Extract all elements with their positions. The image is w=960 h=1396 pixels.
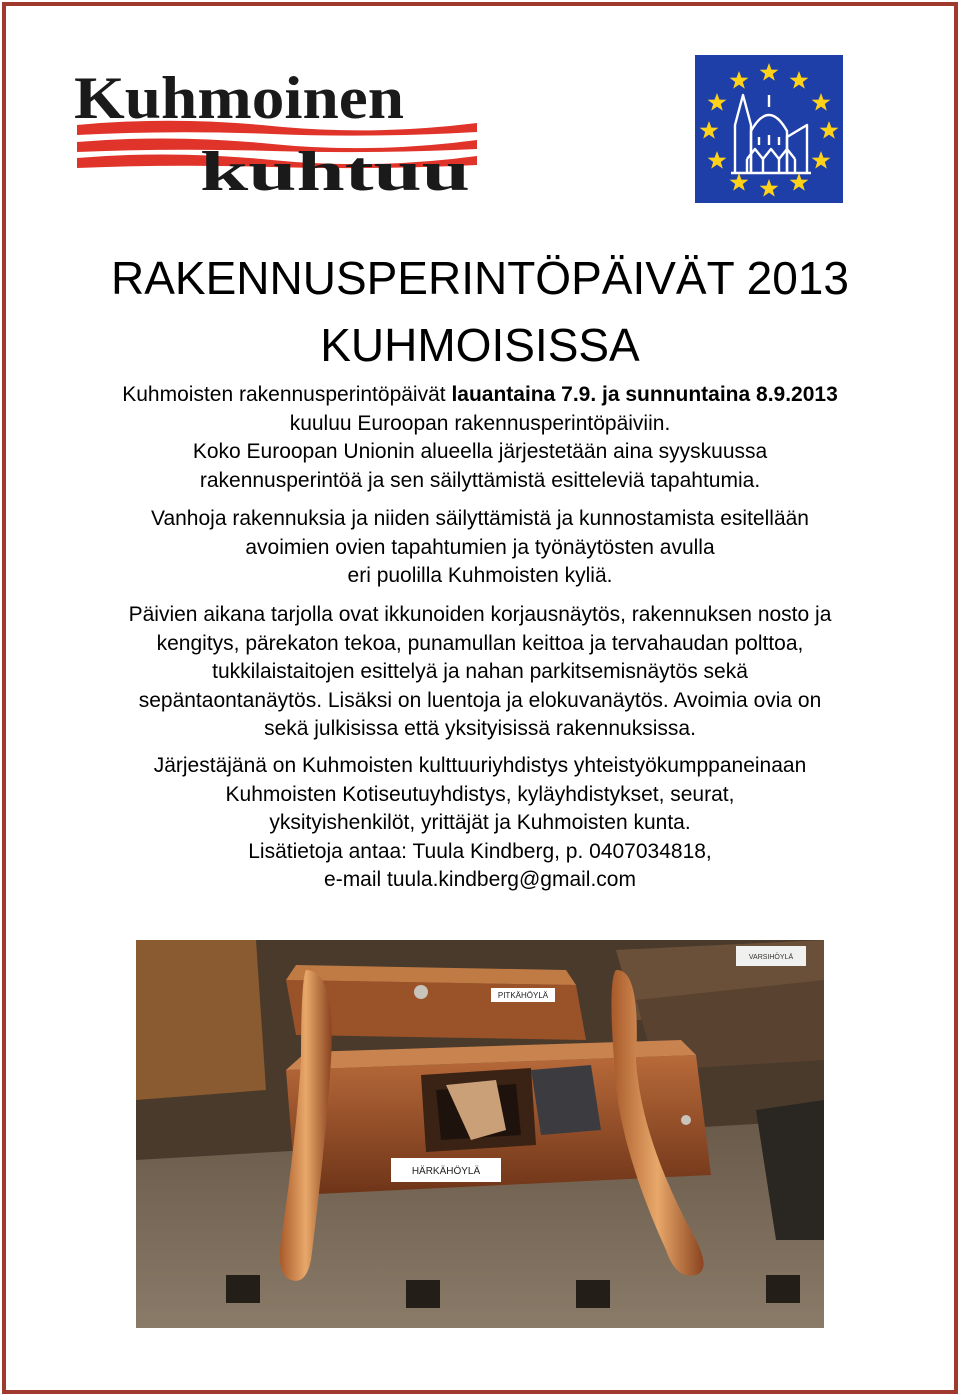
- paragraph-line: Kuhmoisten Kotiseutuyhdistys, kyläyhdistykset, seurat,: [225, 782, 735, 806]
- wooden-planes-photo: [136, 940, 824, 1328]
- contact-line: Lisätietoja antaa: Tuula Kindberg, p. 0407034818,: [248, 839, 712, 863]
- paragraph-line: sepäntaontanäytös. Lisäksi on luentoja ja elokuvanäytös. Avoimia ovia on: [138, 688, 822, 712]
- intro-line-4: rakennusperintöä ja sen säilyttämistä esitteleviä tapahtumia.: [199, 468, 761, 492]
- photo-label-back: PITKÄHÖYLÄ: [497, 991, 549, 1000]
- intro-line-1: [40, 381, 920, 410]
- paragraph-line: yksityishenkilöt, yrittäjät ja Kuhmoisten kunta.: [269, 811, 691, 834]
- page-title: RAKENNUSPERINTÖPÄIVÄT 2013: [111, 252, 849, 304]
- page-subtitle: KUHMOISISSA: [320, 319, 640, 371]
- photo-label-corner: VARSIHÖYLÄ: [748, 954, 794, 961]
- buildings-paragraph: [40, 505, 920, 591]
- photo-label-front: HÄRKÄHÖYLÄ: [411, 1166, 481, 1177]
- program-paragraph: [40, 601, 920, 744]
- intro-paragraph: [40, 381, 920, 495]
- paragraph-line: eri puolilla Kuhmoisten kyliä.: [347, 564, 613, 587]
- paragraph-line: sekä julkisissa että yksityisissä rakennuksissa.: [264, 717, 696, 740]
- email-line: e-mail tuula.kindberg@gmail.com: [324, 868, 636, 891]
- paragraph-line: Järjestäjänä on Kuhmoisten kulttuuriyhdistys yhteistyökumppaneinaan: [153, 754, 807, 777]
- kuhmoinen-kuhtuu-logo: [72, 68, 482, 198]
- eu-heritage-stars-icon: [695, 55, 843, 203]
- paragraph-line: kengitys, pärekaton tekoa, punamullan keittoa ja tervahaudan polttoa,: [156, 631, 804, 655]
- logo-line1: Kuhmoinen: [74, 68, 404, 131]
- paragraph-line: Vanhoja rakennuksia ja niiden säilyttämistä ja kunnostamista esitellään: [151, 507, 809, 530]
- intro-dates: lauantaina 7.9. ja sunnuntaina 8.9.2013: [451, 383, 838, 406]
- intro-line-2: kuuluu Euroopan rakennusperintöpäiviin.: [289, 411, 671, 435]
- organizer-paragraph: [40, 752, 920, 895]
- paragraph-line: Päivien aikana tarjolla ovat ikkunoiden korjausnäytös, rakennuksen nosto ja: [128, 603, 832, 626]
- intro-line-1-normal: Kuhmoisten rakennusperintöpäivät: [122, 383, 452, 406]
- paragraph-line: avoimien ovien tapahtumien ja työnäytösten avulla: [245, 535, 715, 559]
- paragraph-line: tukkilaistaitojen esittelyä ja nahan parkitsemisnäytös sekä: [212, 660, 748, 683]
- intro-line-3: Koko Euroopan Unionin alueella järjestetään aina syyskuussa: [192, 440, 768, 463]
- logo-line2: kuhtuu: [200, 141, 470, 198]
